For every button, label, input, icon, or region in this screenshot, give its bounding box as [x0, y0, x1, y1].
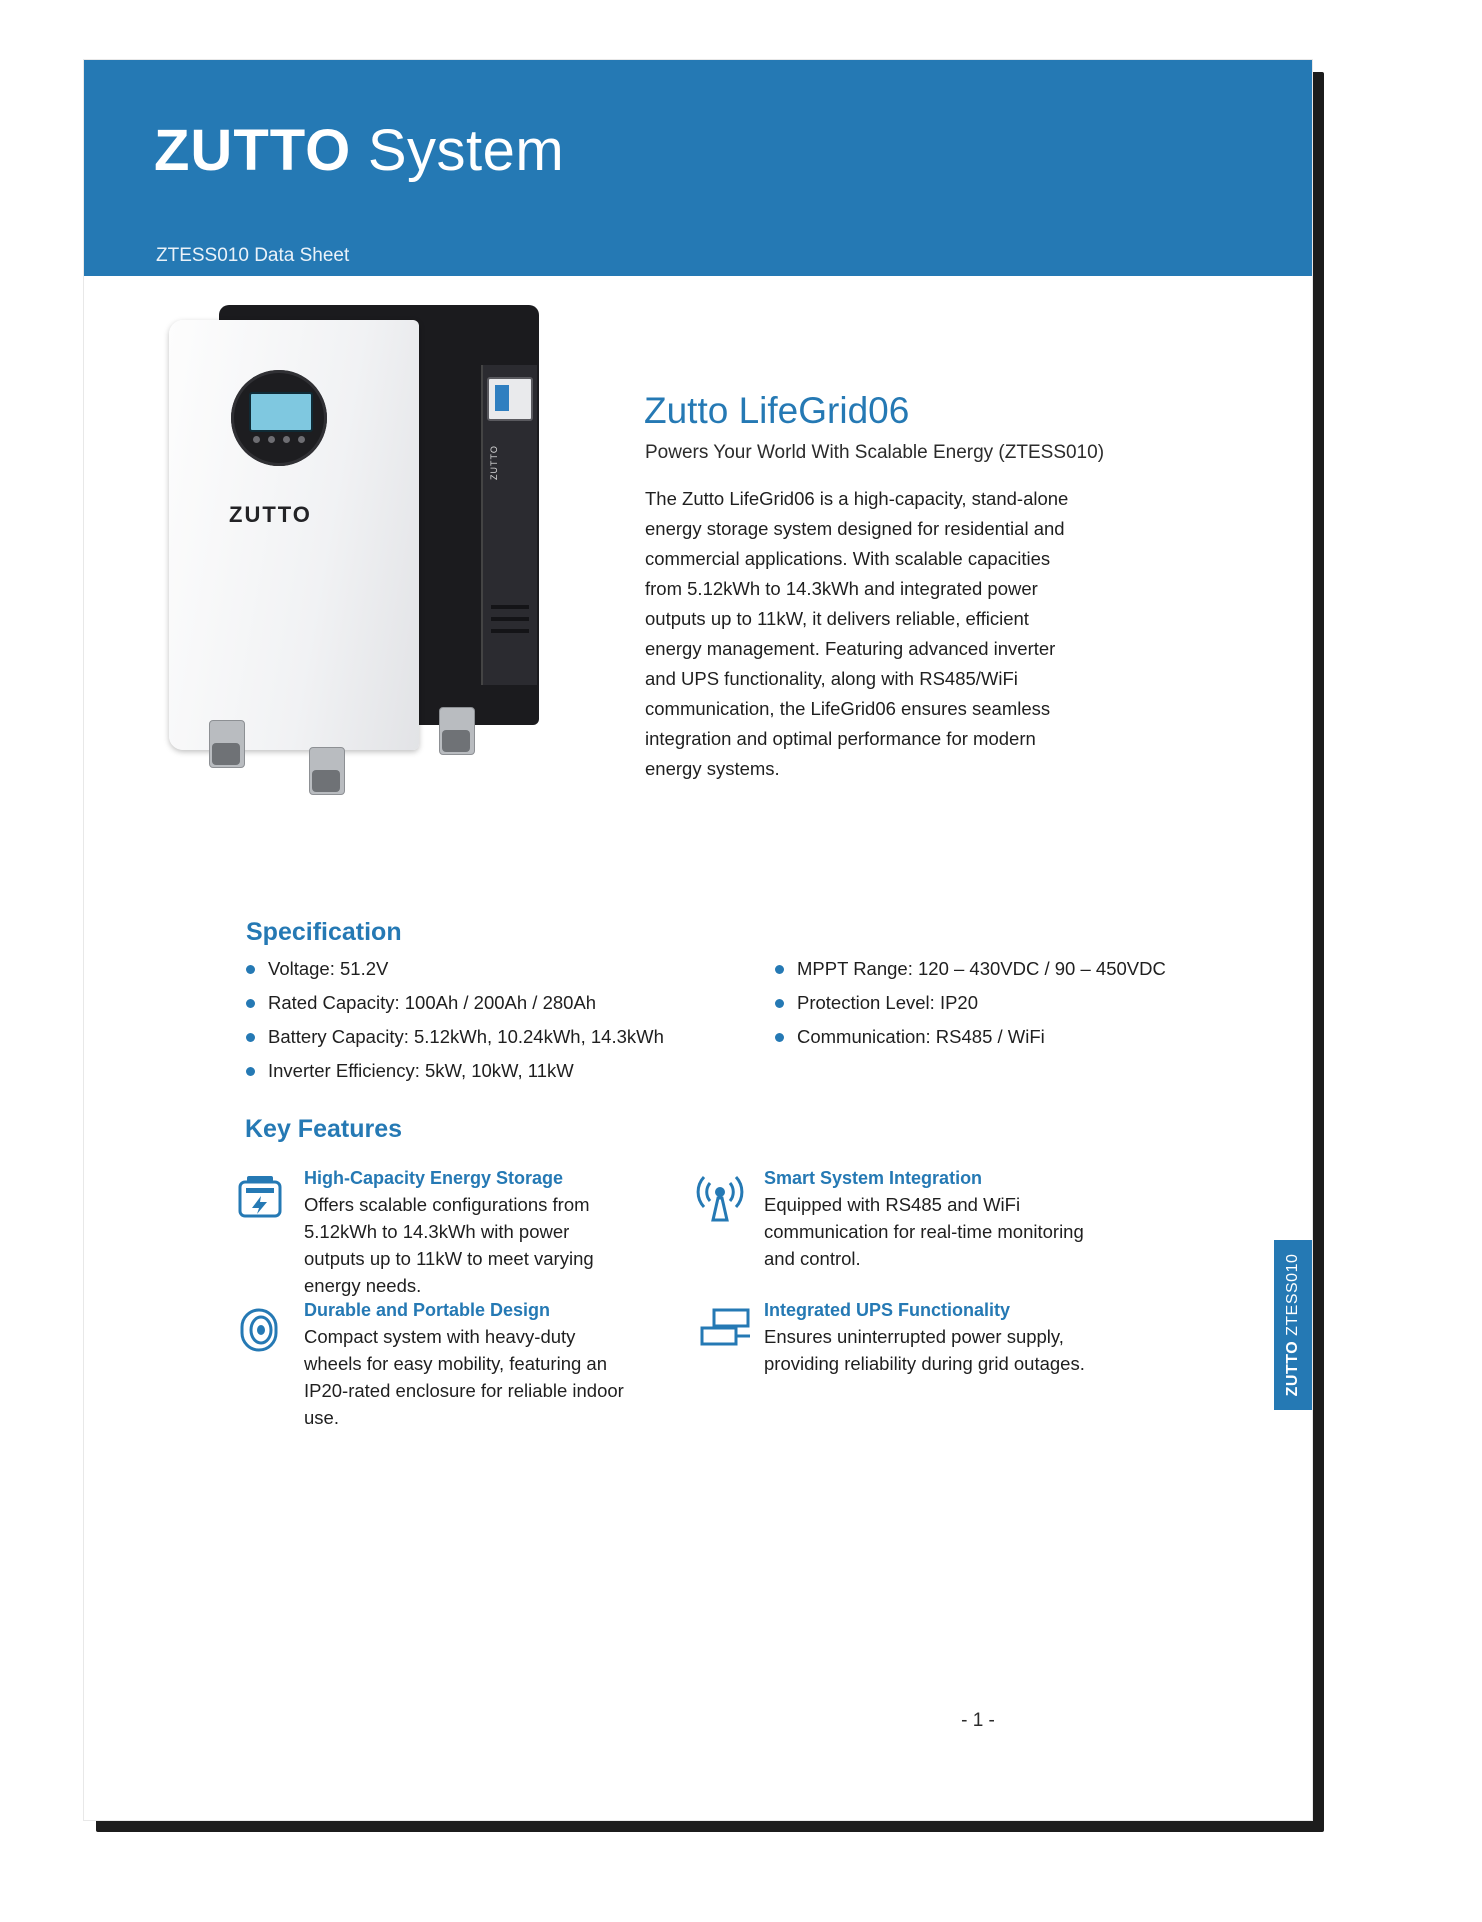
spec-text: Communication: RS485 / WiFi — [797, 1026, 1045, 1047]
bullet-icon — [775, 1033, 784, 1042]
feature-heading: Durable and Portable Design — [304, 1300, 551, 1320]
display-buttons — [253, 436, 305, 444]
feature-text: Offers scalable configurations from 5.12kWh to 14.3kWh with power outputs up to 11kW to meet varying energy needs. — [304, 1194, 594, 1296]
unit-display — [231, 370, 327, 466]
wheel-front-left — [209, 720, 245, 768]
product-description: The Zutto LifeGrid06 is a high-capacity, stand-alone energy storage system designed for residential and commercial applications. With scalable capacities from 5.12kWh to 14.3kWh and integrated power outputs up to 11kW, it delivers reliable, efficient energy management. Featuring advanced inverter and UPS functionality, along with RS485/WiFi communication, the LifeGrid06 ensures seamless integration and optimal performance for modern energy systems. — [645, 488, 1069, 779]
side-tab-brand: ZUTTO — [1284, 1340, 1301, 1397]
datasheet-sheet — [84, 60, 1312, 1820]
bullet-icon — [246, 999, 255, 1008]
feature-durable-portable-design — [234, 1300, 634, 1431]
brand-suffix: System — [367, 118, 565, 183]
spec-item — [246, 1059, 766, 1083]
brand-name: ZUTTO — [154, 118, 352, 183]
bullet-icon — [246, 1067, 255, 1076]
wireless-signal-icon — [694, 1172, 746, 1224]
feature-heading: High-Capacity Energy Storage — [304, 1168, 564, 1188]
ups-device-icon — [694, 1304, 746, 1356]
wheel-rear-right — [439, 707, 475, 755]
product-title: Zutto LifeGrid06 — [644, 390, 910, 431]
bullet-icon — [246, 1033, 255, 1042]
side-tab-label — [1284, 1254, 1302, 1397]
feature-heading: Smart System Integration — [764, 1168, 983, 1188]
specification-list-right — [775, 957, 1295, 1059]
spec-item — [246, 1025, 766, 1049]
specification-heading: Specification — [246, 918, 402, 946]
spec-item — [775, 957, 1295, 981]
unit-side-label: ZUTTO — [489, 445, 499, 480]
brand-title — [154, 118, 565, 183]
spec-item — [775, 1025, 1295, 1049]
specification-list-left — [246, 957, 766, 1093]
feature-heading: Integrated UPS Functionality — [764, 1300, 1011, 1320]
page-header — [84, 60, 1312, 276]
unit-front-logo: ZUTTO — [229, 502, 312, 527]
bullet-icon — [246, 965, 255, 974]
spec-text: Protection Level: IP20 — [797, 992, 978, 1013]
page-footer — [84, 1710, 1312, 1732]
spec-item — [246, 991, 766, 1015]
feature-text: Compact system with heavy-duty wheels for easy mobility, featuring an IP20-rated enclosure for reliable indoor use. — [304, 1326, 624, 1428]
product-tagline: Powers Your World With Scalable Energy (ZTESS010) — [645, 442, 1105, 463]
battery-storage-icon — [234, 1172, 286, 1224]
wheel-front-right — [309, 747, 345, 795]
spec-item — [775, 991, 1295, 1015]
feature-high-capacity-energy-storage — [234, 1168, 634, 1299]
spec-text: Rated Capacity: 100Ah / 200Ah / 280Ah — [268, 992, 597, 1013]
feature-text: Equipped with RS485 and WiFi communication for real-time monitoring and control. — [764, 1194, 1084, 1269]
side-tab — [1274, 1240, 1312, 1410]
spec-text: Inverter Efficiency: 5kW, 10kW, 11kW — [268, 1060, 574, 1081]
display-screen — [249, 392, 313, 432]
side-tab-model: ZTESS010 — [1284, 1253, 1301, 1336]
unit-breaker-port — [487, 377, 533, 421]
spec-text: Voltage: 51.2V — [268, 958, 389, 979]
spec-text: Battery Capacity: 5.12kWh, 10.24kWh, 14.3kWh — [268, 1026, 664, 1047]
product-image — [159, 295, 559, 795]
spec-text: MPPT Range: 120 – 430VDC / 90 – 450VDC — [797, 958, 1166, 979]
feature-integrated-ups — [694, 1300, 1094, 1377]
bullet-icon — [775, 999, 784, 1008]
header-subtitle: ZTESS010 Data Sheet — [156, 245, 350, 266]
feature-text: Ensures uninterrupted power supply, providing reliability during grid outages. — [764, 1326, 1085, 1374]
unit-front-panel — [169, 320, 419, 750]
wheel-icon — [234, 1304, 286, 1356]
page-number: - 1 - — [961, 1710, 995, 1731]
key-features-heading: Key Features — [245, 1115, 403, 1143]
bullet-icon — [775, 965, 784, 974]
spec-item — [246, 957, 766, 981]
feature-smart-system-integration — [694, 1168, 1094, 1272]
